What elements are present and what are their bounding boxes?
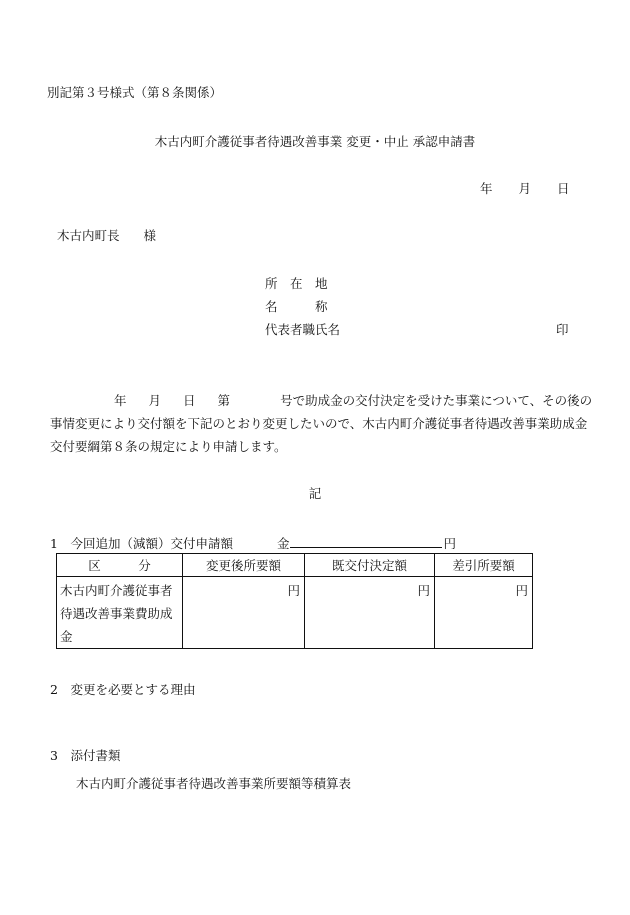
date-year: 年 [480, 181, 493, 196]
body-month: 月 [148, 393, 162, 408]
body-day: 日 [183, 393, 196, 408]
body-year: 年 [114, 393, 127, 408]
item1-currency-prefix: 金 [276, 536, 290, 551]
item1-line [50, 535, 456, 551]
cell-difference: 円 [435, 577, 533, 649]
header-after-change: 変更後所要額 [183, 554, 305, 577]
table-header-row [57, 554, 533, 577]
body-paragraph [50, 389, 595, 458]
applicant-location-label: 所 在 地 [265, 276, 328, 291]
date-line [480, 181, 570, 196]
body-dai: 第 [217, 393, 231, 408]
header-already-decided: 既交付決定額 [305, 554, 435, 577]
applicant-representative-label: 代表者職氏名 [265, 322, 341, 337]
cell-already-decided: 円 [305, 577, 435, 649]
addressee-honorific: 様 [143, 228, 157, 243]
addressee [57, 228, 156, 243]
form-number: 別記第３号様式（第８条関係） [47, 85, 223, 100]
amounts-table [56, 553, 533, 649]
addressee-name: 木古内町長 [57, 228, 120, 243]
header-difference: 差引所要額 [435, 554, 533, 577]
ki-heading: 記 [308, 486, 322, 501]
item1-amount-blank [290, 535, 442, 548]
header-category: 区 分 [57, 554, 183, 577]
item1-label: 1 今回追加（減額）交付申請額 [50, 536, 233, 551]
document-title: 木古内町介護従事者待遇改善事業 変更・中止 承認申請書 [154, 134, 476, 149]
item2-label: 2 変更を必要とする理由 [50, 682, 196, 697]
applicant-name-label: 名 称 [265, 299, 328, 314]
body-text: 号で助成金の交付決定を受けた事業について、その後の事情変更により交付額を下記のとおり変更したいので、木古内町介護従事者待遇改善事業助成金交付要綱第８条の規定により申請します。 [50, 393, 593, 454]
item3-label: 3 添付書類 [50, 748, 121, 763]
date-day: 日 [557, 181, 570, 196]
date-month: 月 [518, 181, 532, 196]
table-row [57, 577, 533, 649]
item3-detail: 木古内町介護従事者待遇改善事業所要額等積算表 [76, 776, 352, 791]
cell-after-change: 円 [183, 577, 305, 649]
cell-category: 木古内町介護従事者待遇改善事業費助成金 [57, 577, 183, 649]
item1-currency-suffix: 円 [443, 536, 456, 551]
seal-mark: 印 [556, 322, 569, 337]
